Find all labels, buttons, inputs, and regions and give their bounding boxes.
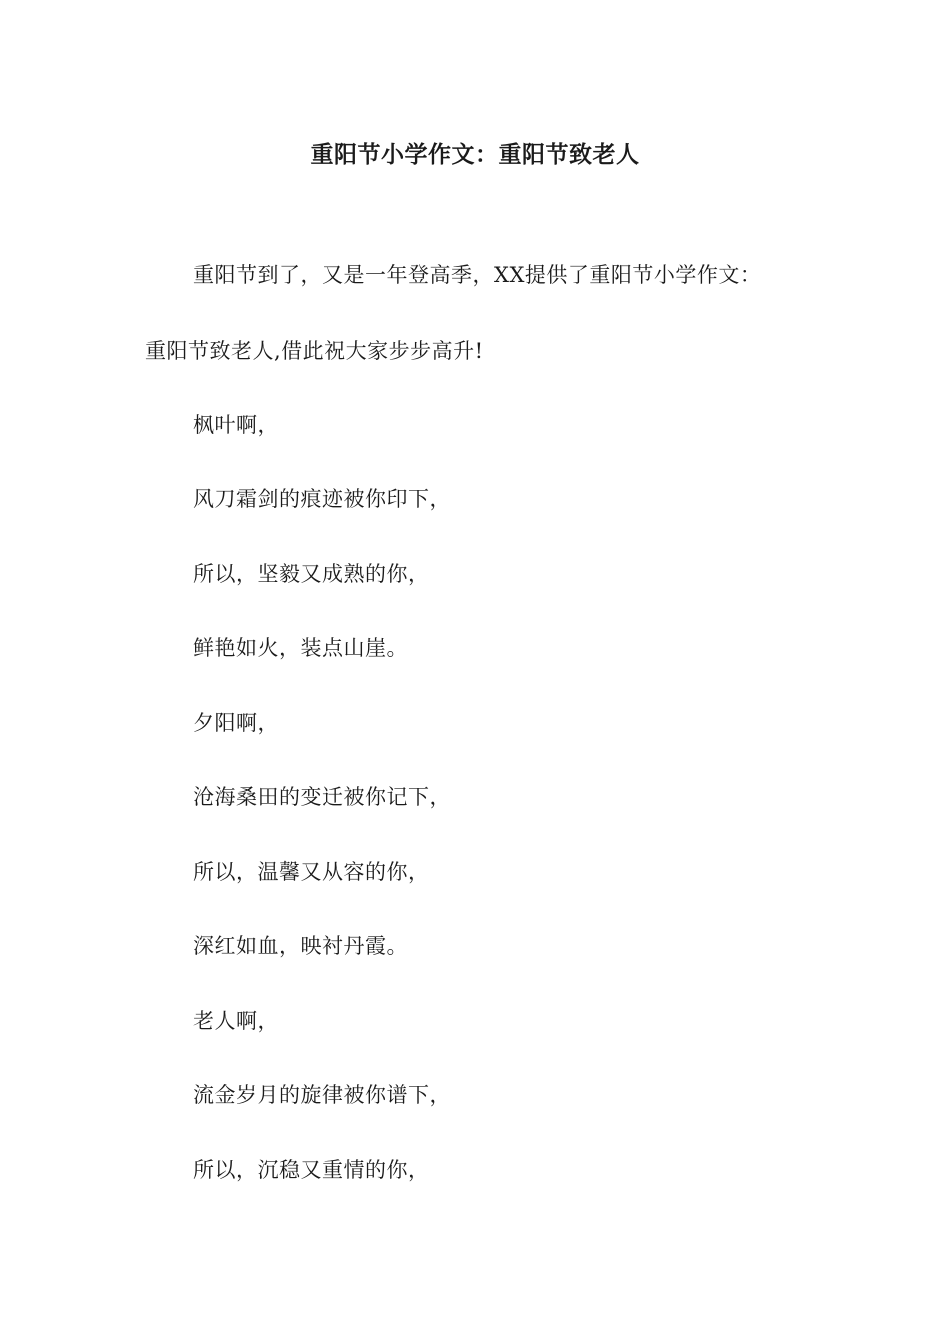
poem-line: 深红如血，映衬丹霞。 — [193, 934, 408, 958]
poem-line: 老人啊， — [193, 1009, 279, 1033]
intro-line-1: 重阳节到了，又是一年登高季，XX提供了重阳节小学作文： — [193, 263, 762, 287]
document-title: 重阳节小学作文：重阳节致老人 — [310, 141, 640, 168]
poem-line: 夕阳啊， — [193, 711, 279, 735]
poem-line: 枫叶啊， — [193, 413, 279, 437]
poem-line: 流金岁月的旋律被你谱下， — [193, 1083, 451, 1107]
poem-line: 所以，坚毅又成熟的你， — [193, 562, 430, 586]
poem-line: 鲜艳如火，装点山崖。 — [193, 636, 408, 660]
poem-line: 所以，温馨又从容的你， — [193, 860, 430, 884]
poem-line: 所以，沉稳又重情的你， — [193, 1158, 430, 1182]
poem-line: 风刀霜剑的痕迹被你印下， — [193, 487, 451, 511]
intro-line-2: 重阳节致老人,借此祝大家步步高升! — [145, 339, 484, 363]
poem-line: 沧海桑田的变迁被你记下， — [193, 785, 451, 809]
